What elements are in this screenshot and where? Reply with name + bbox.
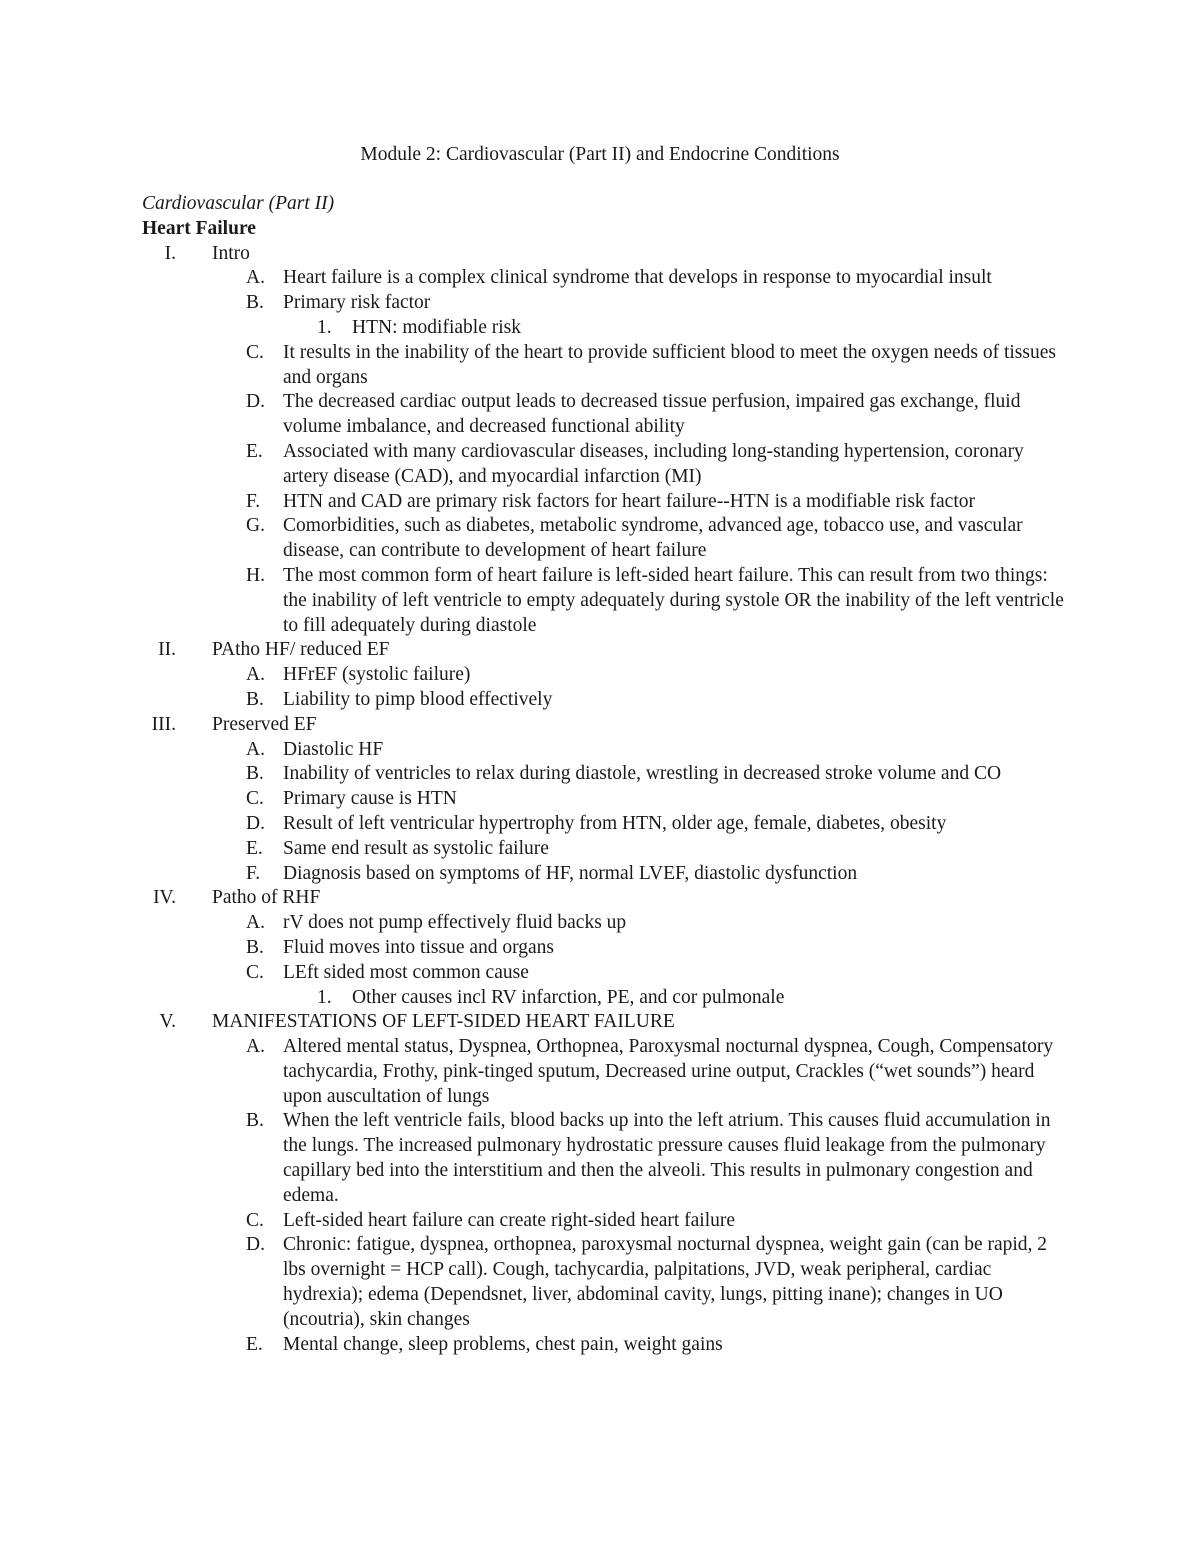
outline-item-level-1 (142, 713, 1072, 738)
outline-item-level-2 (142, 688, 1072, 713)
outline-text: Comorbidities, such as diabetes, metabolic syndrome, advanced age, tobacco use, and vascular disease, can contribute to development of heart failure (283, 515, 1023, 562)
outline-text: Same end result as systolic failure (283, 837, 549, 859)
outline-item-level-2 (142, 1109, 1072, 1208)
outline-text: Intro (212, 242, 250, 264)
outline-marker: B. (246, 763, 264, 785)
outline-text: HFrEF (systolic failure) (283, 664, 471, 686)
outline-text: Mental change, sleep problems, chest pain, weight gains (283, 1333, 723, 1355)
outline-marker: D. (246, 391, 265, 413)
outline-item-level-2 (142, 663, 1072, 688)
outline-text: Chronic: fatigue, dyspnea, orthopnea, paroxysmal nocturnal dyspnea, weight gain (can be rapid, 2 lbs overnight = HCP call). Cough, tachycardia, palpitations, JVD, weak peripheral, cardiac hydrexia); edema (Dependsnet, liver, abdominal cavity, lungs, pitting inane); changes in UO (ncoutria), skin changes (283, 1234, 1048, 1330)
section-heading: Heart Failure (142, 217, 256, 239)
outline-text: Altered mental status, Dyspnea, Orthopnea, Paroxysmal nocturnal dyspnea, Cough, Compensatory tachycardia, Frothy, pink-tinged sputum, Decreased urine output, Crackles (“wet sounds”) heard upon auscultation of lungs (283, 1036, 1054, 1107)
outline-marker: A. (246, 738, 265, 760)
outline-item-level-2 (142, 961, 1072, 986)
outline-text: HTN and CAD are primary risk factors for heart failure--HTN is a modifiable risk factor (283, 490, 975, 512)
outline-item-level-1 (142, 1010, 1072, 1035)
outline-item-level-3 (142, 316, 1072, 341)
outline-marker: III. (151, 713, 176, 735)
outline-marker: C. (246, 1209, 264, 1231)
outline-text: Diagnosis based on symptoms of HF, normal LVEF, diastolic dysfunction (283, 862, 858, 884)
outline-marker: C. (246, 788, 264, 810)
outline-text: HTN: modifiable risk (352, 316, 521, 338)
document-title: Module 2: Cardiovascular (Part II) and Endocrine Conditions (360, 144, 840, 165)
outline-text: Diastolic HF (283, 738, 384, 760)
outline-item-level-1 (142, 638, 1072, 663)
outline-item-level-2 (142, 564, 1072, 638)
outline-item-level-2 (142, 936, 1072, 961)
outline-text: Primary risk factor (283, 292, 431, 314)
outline-text: The most common form of heart failure is left-sided heart failure. This can result from two things: the inability of left ventricle to empty adequately during systole OR the inability of the left ventricle to fill adequately during diastole (283, 564, 1064, 636)
document-body (142, 192, 1072, 1357)
outline-marker: G. (246, 515, 265, 537)
outline-marker: F. (246, 862, 261, 884)
outline-item-level-2 (142, 738, 1072, 763)
outline-text: LEft sided most common cause (283, 961, 529, 983)
outline-marker: A. (246, 267, 265, 289)
outline-text: Fluid moves into tissue and organs (283, 936, 555, 958)
outline-marker: V. (159, 1011, 176, 1033)
outline-marker: 1. (317, 986, 332, 1008)
outline-item-level-2 (142, 266, 1072, 291)
outline-item-level-2 (142, 390, 1072, 440)
outline-text: Left-sided heart failure can create right-sided heart failure (283, 1209, 736, 1231)
outline-text: Patho of RHF (212, 887, 321, 909)
outline-marker: A. (246, 1036, 265, 1058)
outline-text: Associated with many cardiovascular diseases, including long-standing hypertension, coronary artery disease (CAD), and myocardial infarction (MI) (283, 440, 1024, 487)
outline-item-level-2 (142, 762, 1072, 787)
outline-item-level-2 (142, 812, 1072, 837)
outline-item-level-1 (142, 242, 1072, 267)
outline-marker: B. (246, 1110, 264, 1132)
outline-text: It results in the inability of the heart to provide sufficient blood to meet the oxygen needs of tissues and organs (283, 341, 1056, 388)
outline-item-level-2 (142, 837, 1072, 862)
outline-marker: E. (246, 440, 263, 462)
outline-text: Primary cause is HTN (283, 788, 457, 810)
outline-text: MANIFESTATIONS OF LEFT-SIDED HEART FAILURE (212, 1011, 675, 1033)
outline-text: Heart failure is a complex clinical syndrome that develops in response to myocardial insult (283, 267, 992, 289)
outline-item-level-3 (142, 986, 1072, 1011)
outline-item-level-2 (142, 1333, 1072, 1358)
outline-text: Result of left ventricular hypertrophy from HTN, older age, female, diabetes, obesity (283, 812, 947, 834)
outline-text: The decreased cardiac output leads to decreased tissue perfusion, impaired gas exchange, fluid volume imbalance, and decreased functional ability (283, 391, 1021, 438)
outline-text: Inability of ventricles to relax during diastole, wrestling in decreased stroke volume and CO (283, 763, 1002, 785)
outline-text: rV does not pump effectively fluid backs up (283, 912, 627, 934)
outline-marker: A. (246, 664, 265, 686)
outline-marker: E. (246, 837, 263, 859)
outline-marker: II. (158, 639, 176, 661)
outline-item-level-2 (142, 911, 1072, 936)
outline-text: Preserved EF (212, 713, 317, 735)
outline-text: When the left ventricle fails, blood backs up into the left atrium. This causes fluid accumulation in the lungs. The increased pulmonary hydrostatic pressure causes fluid leakage from the pulmonary capillary bed into the interstitium and then the alveoli. This results in pulmonary congestion and edema. (283, 1110, 1051, 1206)
outline-marker: F. (246, 490, 261, 512)
outline-item-level-2 (142, 514, 1072, 564)
outline-marker: D. (246, 812, 265, 834)
outline-text: Other causes incl RV infarction, PE, and cor pulmonale (352, 986, 785, 1008)
outline-marker: H. (246, 564, 265, 586)
outline-item-level-2 (142, 1233, 1072, 1332)
outline-item-level-2 (142, 1209, 1072, 1234)
outline-marker: B. (246, 292, 264, 314)
outline-marker: E. (246, 1333, 263, 1355)
outline-marker: IV. (153, 887, 176, 909)
outline-marker: C. (246, 961, 264, 983)
outline-item-level-2 (142, 341, 1072, 391)
outline-item-level-2 (142, 440, 1072, 490)
outline-marker: 1. (317, 316, 332, 338)
outline-marker: B. (246, 936, 264, 958)
outline-marker: A. (246, 912, 265, 934)
outline-item-level-1 (142, 886, 1072, 911)
outline-marker: B. (246, 688, 264, 710)
outline-marker: D. (246, 1234, 265, 1256)
outline-item-level-2 (142, 291, 1072, 316)
outline-marker: I. (164, 242, 176, 264)
outline-marker: C. (246, 341, 264, 363)
outline-item-level-2 (142, 862, 1072, 887)
outline-item-level-2 (142, 1035, 1072, 1109)
outline-text: Liability to pimp blood effectively (283, 688, 553, 710)
outline-text: PAtho HF/ reduced EF (212, 639, 390, 661)
section-title: Cardiovascular (Part II) (142, 193, 335, 214)
outline-item-level-2 (142, 490, 1072, 515)
outline-list (142, 242, 1072, 1358)
outline-item-level-2 (142, 787, 1072, 812)
